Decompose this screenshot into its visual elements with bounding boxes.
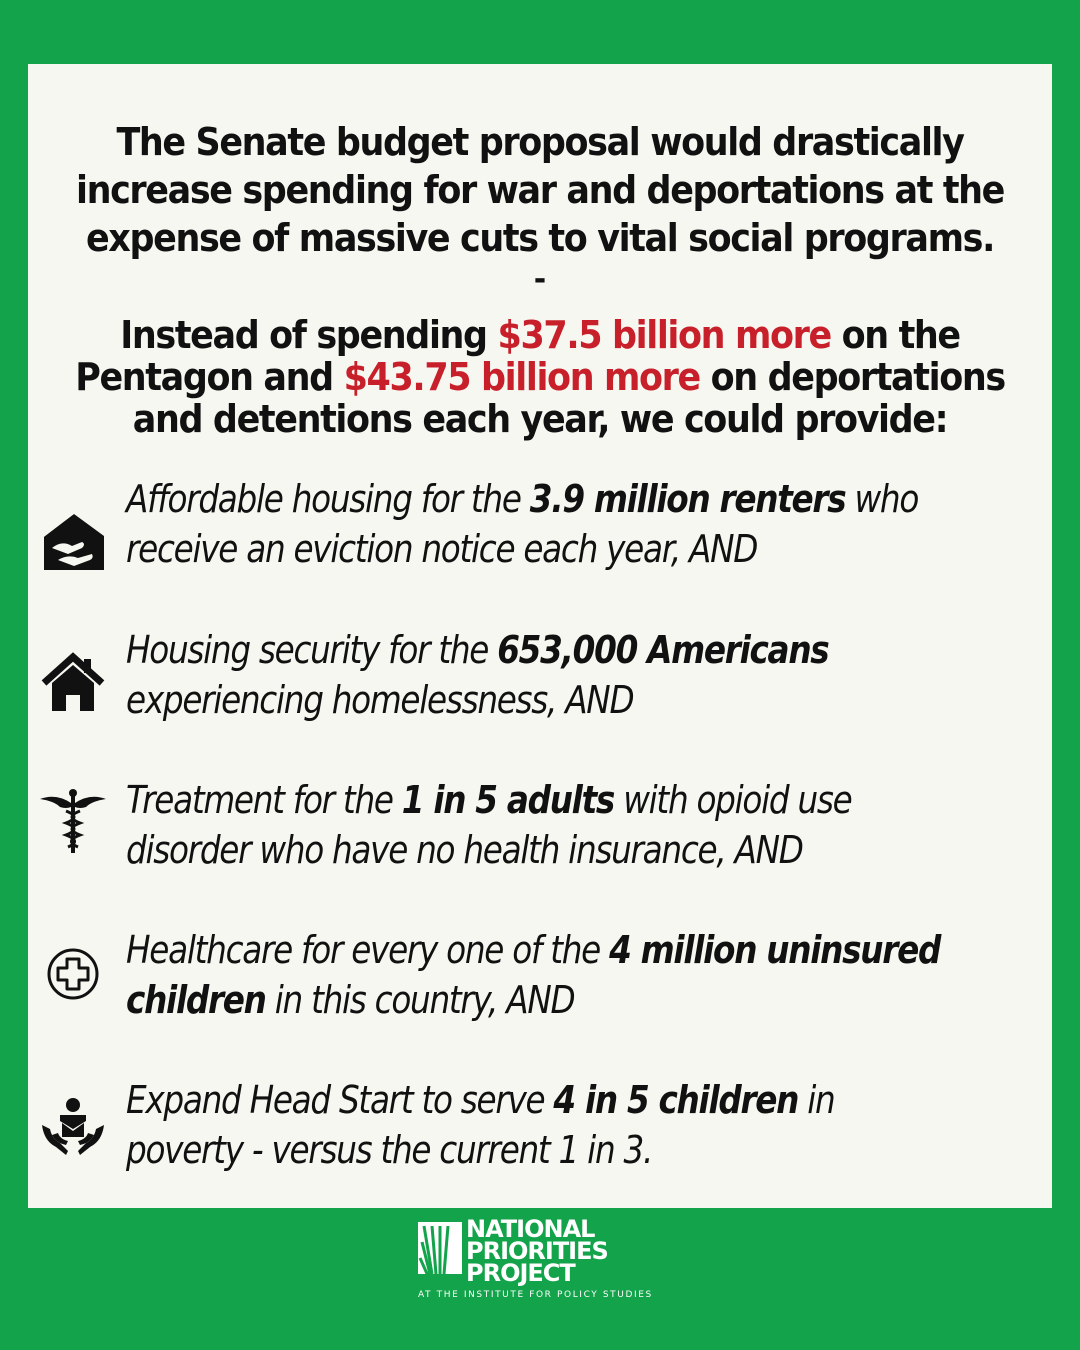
list-item-text: Expand Head Start to serve 4 in 5 children in poverty - versus the current 1 in 3. (126, 1078, 835, 1172)
list-item-text: Healthcare for every one of the 4 million uninsured children in this country, AND (126, 928, 941, 1022)
logo-mark-icon (418, 1222, 462, 1280)
stat-head-start: 4 in 5 children (553, 1078, 799, 1122)
logo-wordmark: NATIONAL PRIORITIES PROJECT (466, 1215, 608, 1287)
logo-subtitle: AT THE INSTITUTE FOR POLICY STUDIES (418, 1290, 653, 1300)
child-hands-icon (38, 1095, 108, 1165)
npp-logo (418, 1215, 668, 1308)
headline-line-2: increase spending for war and deportations at the (75, 168, 1005, 212)
stat-children-uninsured: 4 million uninsured (609, 928, 941, 972)
lead-part-3: Pentagon and (75, 355, 344, 399)
lead-part-1: Instead of spending (120, 313, 498, 357)
medical-cross-icon (38, 939, 108, 1009)
lead-part-5: and detentions each year, we could provide: (132, 397, 948, 441)
lead-text (69, 314, 1011, 440)
home-icon (38, 649, 108, 719)
headline (69, 118, 1011, 262)
lead-part-2: on the (830, 313, 960, 357)
divider: - (533, 262, 547, 297)
headline-line-1: The Senate budget proposal would drastically (116, 120, 964, 164)
stat-renters: 3.9 million renters (529, 477, 846, 521)
house-hands-icon (38, 502, 108, 572)
headline-line-3: expense of massive cuts to vital social programs. (85, 216, 995, 260)
deportation-amount: $43.75 billion more (343, 355, 700, 399)
caduceus-icon (38, 787, 108, 857)
stat-homeless: 653,000 Americans (497, 628, 829, 672)
list-item-text: Treatment for the 1 in 5 adults with opioid use disorder who have no health insurance, AND (126, 778, 852, 872)
list-item-text: Housing security for the 653,000 Americans experiencing homelessness, AND (126, 628, 829, 722)
list-item-text: Affordable housing for the 3.9 million renters who receive an eviction notice each year, AND (126, 477, 919, 571)
lead-part-4: on deportations (699, 355, 1005, 399)
stat-adults: 1 in 5 adults (401, 778, 615, 822)
content-card (28, 64, 1052, 1208)
pentagon-amount: $37.5 billion more (497, 313, 831, 357)
